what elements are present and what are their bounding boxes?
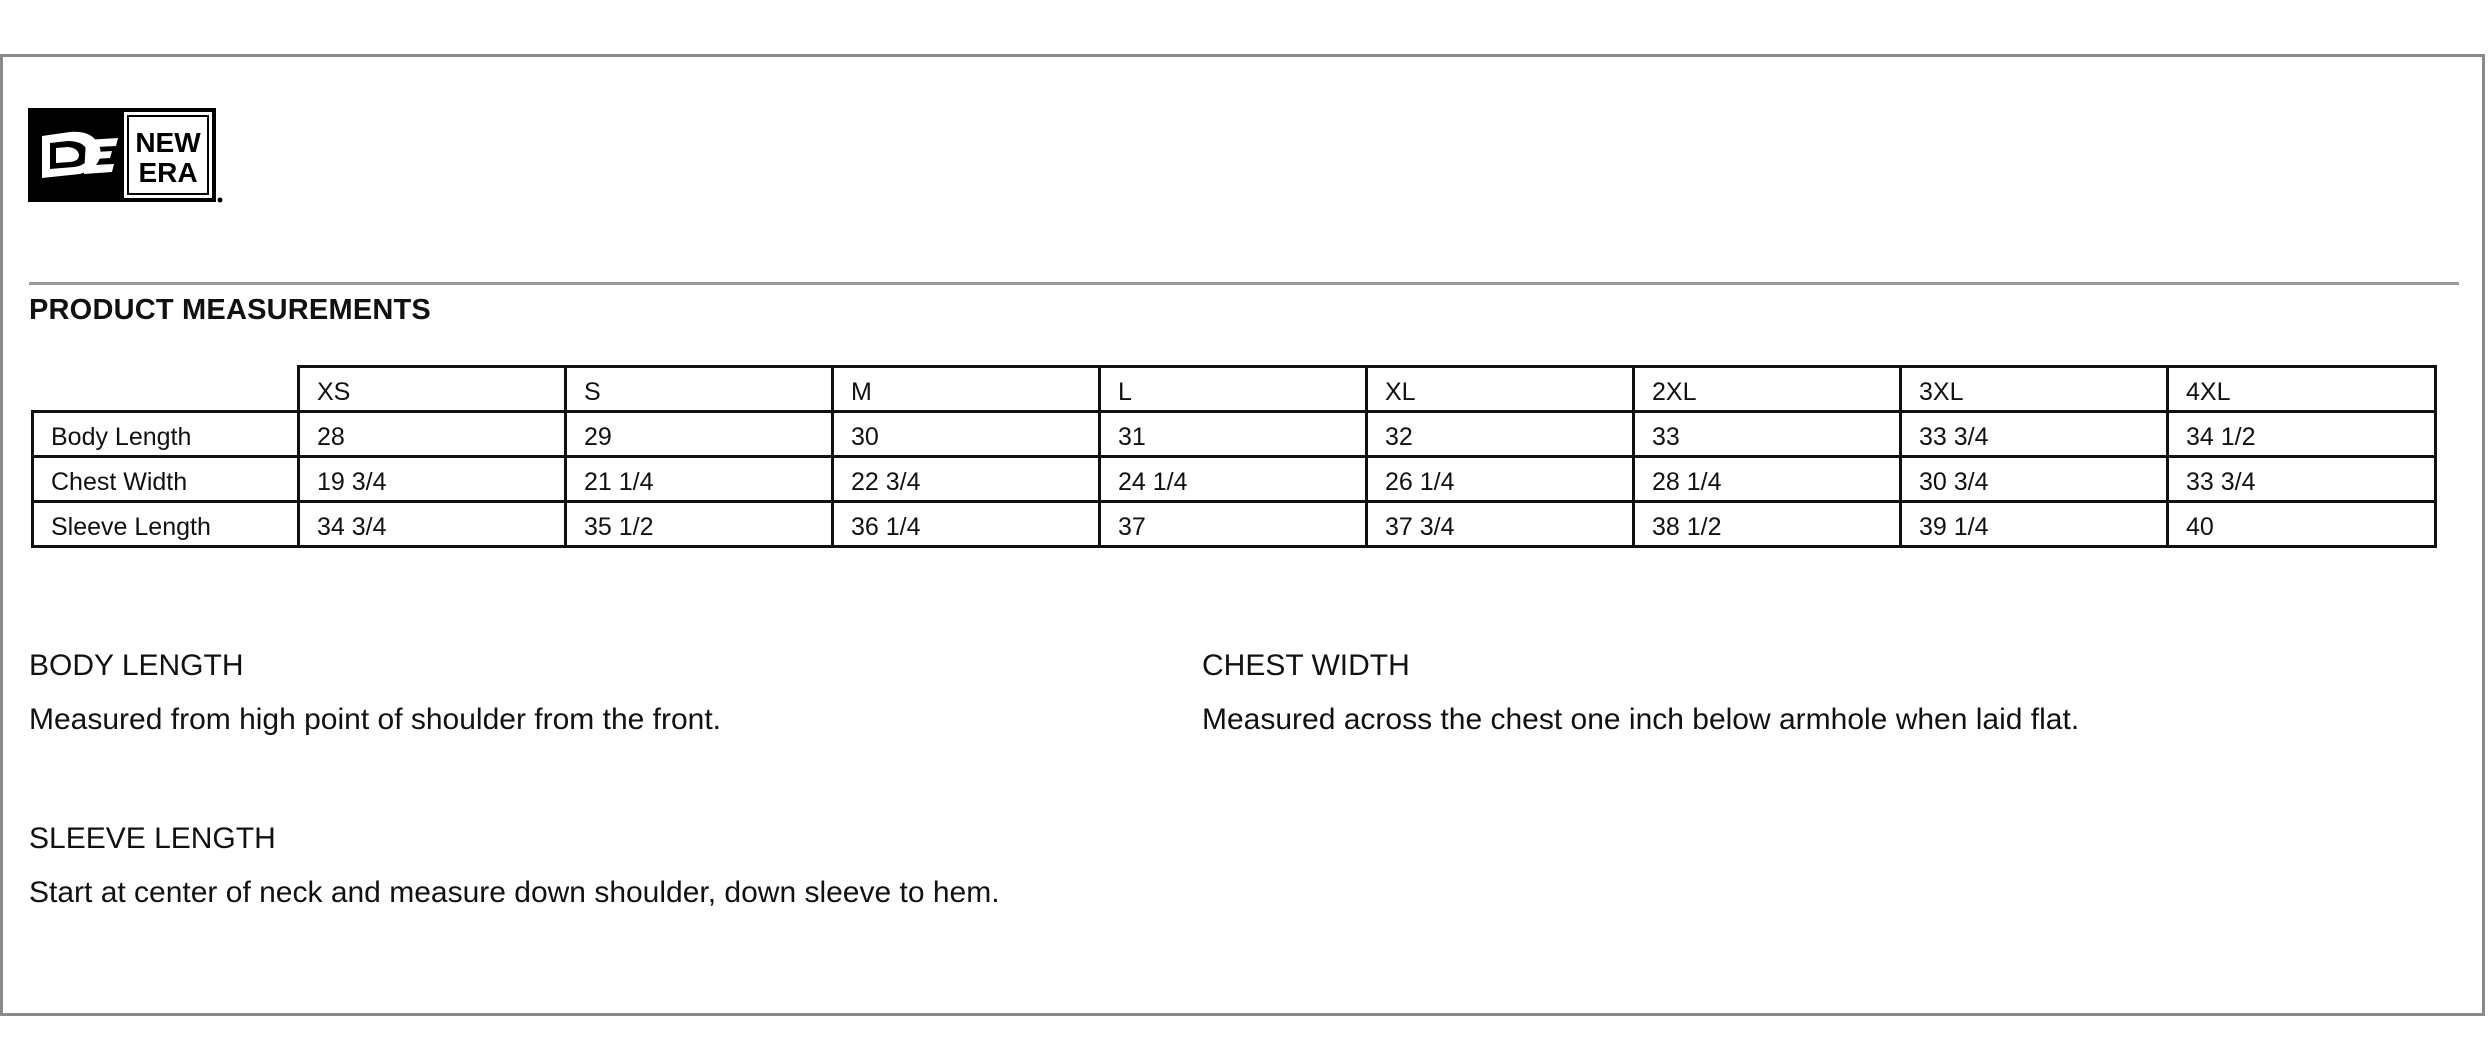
size-header-l: L [1100,367,1367,412]
logo-text-era: ERA [138,157,198,188]
table-cell: 30 [833,412,1100,457]
table-cell: 34 1/2 [2168,412,2436,457]
size-header-m: M [833,367,1100,412]
table-cell: 28 [299,412,566,457]
body-length-description: Measured from high point of shoulder from the front. [29,703,722,736]
table-cell: 38 1/2 [1634,502,1901,547]
sleeve-length-heading: SLEEVE LENGTH [29,822,276,855]
size-header-4xl: 4XL [2168,367,2436,412]
table-cell: 32 [1367,412,1634,457]
size-header-s: S [566,367,833,412]
header-divider [29,282,2459,285]
table-cell: 24 1/4 [1100,457,1367,502]
table-cell: 22 3/4 [833,457,1100,502]
row-label: Chest Width [33,457,299,502]
table-cell: 39 1/4 [1901,502,2168,547]
chest-width-description: Measured across the chest one inch below armhole when laid flat. [1202,703,2080,736]
table-cell: 40 [2168,502,2436,547]
logo-text-new: NEW [135,127,201,158]
measurements-table [31,365,2437,548]
table-cell: 19 3/4 [299,457,566,502]
body-length-heading: BODY LENGTH [29,649,244,682]
table-cell: 34 3/4 [299,502,566,547]
size-header-2xl: 2XL [1634,367,1901,412]
table-cell: 28 1/4 [1634,457,1901,502]
sleeve-length-description: Start at center of neck and measure down shoulder, down sleeve to hem. [29,876,1000,909]
table-row-body-length [33,412,2436,457]
table-cell: 30 3/4 [1901,457,2168,502]
table-cell: 21 1/4 [566,457,833,502]
section-title: PRODUCT MEASUREMENTS [29,294,431,326]
table-cell: 37 3/4 [1367,502,1634,547]
table-header-row [33,367,2436,412]
size-header-xs: XS [299,367,566,412]
row-label: Sleeve Length [33,502,299,547]
row-label: Body Length [33,412,299,457]
registered-mark-icon [218,198,223,203]
table-cell: 33 3/4 [1901,412,2168,457]
flag-mark-icon [42,132,118,178]
new-era-logo [28,108,224,204]
table-cell: 26 1/4 [1367,457,1634,502]
table-cell: 36 1/4 [833,502,1100,547]
table-cell: 33 3/4 [2168,457,2436,502]
table-cell: 37 [1100,502,1367,547]
table-row-sleeve-length [33,502,2436,547]
table-corner-cell [33,367,299,412]
table-cell: 35 1/2 [566,502,833,547]
table-row-chest-width [33,457,2436,502]
table-cell: 31 [1100,412,1367,457]
table-cell: 29 [566,412,833,457]
size-header-3xl: 3XL [1901,367,2168,412]
size-header-xl: XL [1367,367,1634,412]
chest-width-heading: CHEST WIDTH [1202,649,1410,682]
table-cell: 33 [1634,412,1901,457]
